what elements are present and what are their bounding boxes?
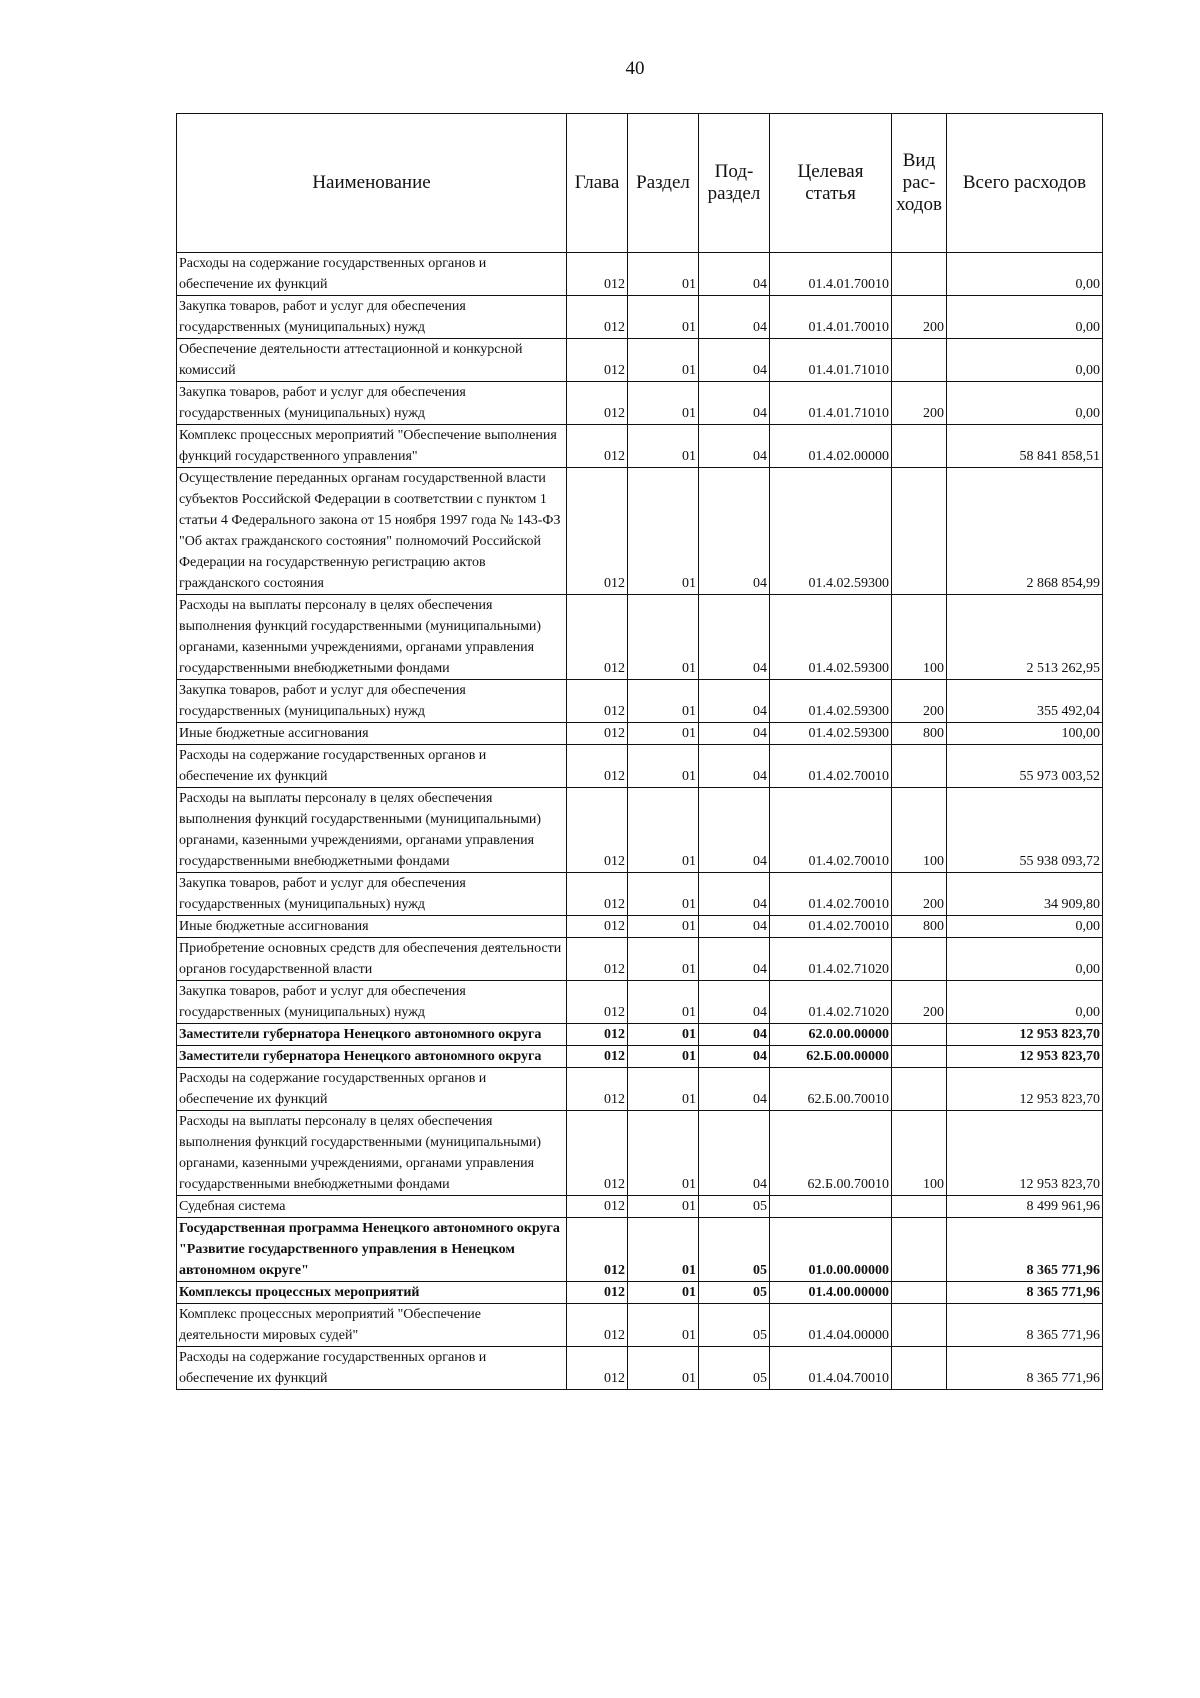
cell-glava: 012	[567, 468, 628, 595]
cell-vsego-rashodov: 2 868 854,99	[947, 468, 1103, 595]
cell-glava: 012	[567, 873, 628, 916]
cell-razdel: 01	[628, 595, 699, 680]
cell-celevaya-statya: 01.4.01.70010	[770, 296, 892, 339]
cell-podrazdel: 04	[699, 916, 770, 938]
cell-glava: 012	[567, 1218, 628, 1282]
cell-vsego-rashodov: 2 513 262,95	[947, 595, 1103, 680]
table-row	[177, 595, 1103, 680]
cell-celevaya-statya: 01.4.02.70010	[770, 873, 892, 916]
header-name: Наименование	[177, 114, 567, 253]
cell-vsego-rashodov: 12 953 823,70	[947, 1046, 1103, 1068]
cell-podrazdel: 04	[699, 1111, 770, 1196]
table-row	[177, 1111, 1103, 1196]
cell-razdel: 01	[628, 1046, 699, 1068]
cell-podrazdel: 04	[699, 873, 770, 916]
cell-vsego-rashodov: 0,00	[947, 938, 1103, 981]
table-body	[177, 253, 1103, 1390]
table-row	[177, 1282, 1103, 1304]
cell-glava: 012	[567, 382, 628, 425]
cell-celevaya-statya: 01.4.02.70010	[770, 916, 892, 938]
cell-vid-rashodov: 100	[892, 595, 947, 680]
cell-vsego-rashodov: 355 492,04	[947, 680, 1103, 723]
cell-podrazdel: 05	[699, 1196, 770, 1218]
page-number: 40	[625, 58, 645, 79]
cell-podrazdel: 04	[699, 680, 770, 723]
budget-table	[176, 113, 1103, 1390]
table-row	[177, 468, 1103, 595]
cell-name: Закупка товаров, работ и услуг для обеспечения государственных (муниципальных) нужд	[177, 382, 567, 425]
cell-vid-rashodov: 200	[892, 981, 947, 1024]
cell-vsego-rashodov: 0,00	[947, 981, 1103, 1024]
cell-name: Государственная программа Ненецкого автономного округа "Развитие государственного управления в Ненецком автономном округе"	[177, 1218, 567, 1282]
cell-podrazdel: 04	[699, 425, 770, 468]
cell-celevaya-statya: 62.Б.00.00000	[770, 1046, 892, 1068]
cell-celevaya-statya: 01.4.02.59300	[770, 468, 892, 595]
table-row	[177, 253, 1103, 296]
cell-celevaya-statya: 01.4.01.71010	[770, 382, 892, 425]
cell-celevaya-statya: 62.Б.00.70010	[770, 1111, 892, 1196]
cell-name: Расходы на содержание государственных органов и обеспечение их функций	[177, 1347, 567, 1390]
cell-vid-rashodov	[892, 425, 947, 468]
cell-glava: 012	[567, 1111, 628, 1196]
cell-vid-rashodov	[892, 745, 947, 788]
cell-vid-rashodov: 200	[892, 680, 947, 723]
cell-glava: 012	[567, 1068, 628, 1111]
cell-glava: 012	[567, 296, 628, 339]
cell-vid-rashodov	[892, 938, 947, 981]
cell-name: Комплексы процессных мероприятий	[177, 1282, 567, 1304]
table-row	[177, 1068, 1103, 1111]
cell-vid-rashodov	[892, 1024, 947, 1046]
cell-celevaya-statya: 01.4.04.70010	[770, 1347, 892, 1390]
cell-glava: 012	[567, 745, 628, 788]
table-row	[177, 1046, 1103, 1068]
cell-glava: 012	[567, 1046, 628, 1068]
table-row	[177, 916, 1103, 938]
cell-celevaya-statya	[770, 1196, 892, 1218]
cell-vsego-rashodov: 8 365 771,96	[947, 1218, 1103, 1282]
cell-vid-rashodov: 200	[892, 382, 947, 425]
table-row	[177, 1304, 1103, 1347]
cell-glava: 012	[567, 1347, 628, 1390]
cell-vsego-rashodov: 0,00	[947, 339, 1103, 382]
cell-glava: 012	[567, 1282, 628, 1304]
cell-name: Закупка товаров, работ и услуг для обеспечения государственных (муниципальных) нужд	[177, 296, 567, 339]
cell-vid-rashodov	[892, 253, 947, 296]
cell-vsego-rashodov: 8 365 771,96	[947, 1304, 1103, 1347]
cell-podrazdel: 05	[699, 1347, 770, 1390]
cell-name: Расходы на содержание государственных органов и обеспечение их функций	[177, 253, 567, 296]
cell-name: Закупка товаров, работ и услуг для обеспечения государственных (муниципальных) нужд	[177, 981, 567, 1024]
cell-razdel: 01	[628, 723, 699, 745]
cell-podrazdel: 04	[699, 1046, 770, 1068]
cell-vsego-rashodov: 8 499 961,96	[947, 1196, 1103, 1218]
cell-glava: 012	[567, 339, 628, 382]
cell-glava: 012	[567, 938, 628, 981]
cell-podrazdel: 04	[699, 253, 770, 296]
table-row	[177, 938, 1103, 981]
cell-razdel: 01	[628, 981, 699, 1024]
cell-celevaya-statya: 01.4.02.71020	[770, 981, 892, 1024]
cell-podrazdel: 04	[699, 339, 770, 382]
table-row	[177, 296, 1103, 339]
cell-vid-rashodov	[892, 1347, 947, 1390]
table-row	[177, 339, 1103, 382]
cell-razdel: 01	[628, 425, 699, 468]
cell-name: Расходы на выплаты персоналу в целях обеспечения выполнения функций государственными (муниципальными) органами, казенными учреждениями, органами управления государственными внебюджетными фондами	[177, 595, 567, 680]
cell-celevaya-statya: 01.0.00.00000	[770, 1218, 892, 1282]
table-row	[177, 1218, 1103, 1282]
table-row	[177, 788, 1103, 873]
cell-celevaya-statya: 01.4.00.00000	[770, 1282, 892, 1304]
cell-razdel: 01	[628, 1111, 699, 1196]
cell-celevaya-statya: 01.4.02.70010	[770, 788, 892, 873]
cell-razdel: 01	[628, 1218, 699, 1282]
cell-vsego-rashodov: 55 973 003,52	[947, 745, 1103, 788]
cell-glava: 012	[567, 723, 628, 745]
cell-name: Обеспечение деятельности аттестационной и конкурсной комиссий	[177, 339, 567, 382]
cell-podrazdel: 04	[699, 745, 770, 788]
cell-glava: 012	[567, 1024, 628, 1046]
cell-celevaya-statya: 01.4.02.59300	[770, 680, 892, 723]
cell-vsego-rashodov: 0,00	[947, 382, 1103, 425]
cell-glava: 012	[567, 981, 628, 1024]
cell-podrazdel: 05	[699, 1304, 770, 1347]
cell-celevaya-statya: 01.4.02.59300	[770, 723, 892, 745]
cell-celevaya-statya: 01.4.02.00000	[770, 425, 892, 468]
cell-name: Расходы на содержание государственных органов и обеспечение их функций	[177, 1068, 567, 1111]
table-row	[177, 425, 1103, 468]
cell-razdel: 01	[628, 253, 699, 296]
cell-razdel: 01	[628, 468, 699, 595]
cell-vid-rashodov: 100	[892, 788, 947, 873]
cell-vid-rashodov: 100	[892, 1111, 947, 1196]
cell-glava: 012	[567, 253, 628, 296]
cell-vid-rashodov	[892, 1068, 947, 1111]
cell-vid-rashodov: 800	[892, 723, 947, 745]
cell-name: Расходы на выплаты персоналу в целях обеспечения выполнения функций государственными (муниципальными) органами, казенными учреждениями, органами управления государственными внебюджетными фондами	[177, 788, 567, 873]
cell-glava: 012	[567, 595, 628, 680]
cell-name: Заместители губернатора Ненецкого автономного округа	[177, 1024, 567, 1046]
cell-vsego-rashodov: 0,00	[947, 253, 1103, 296]
header-podrazdel: Под-раздел	[699, 114, 770, 253]
cell-podrazdel: 04	[699, 1024, 770, 1046]
cell-razdel: 01	[628, 382, 699, 425]
cell-name: Заместители губернатора Ненецкого автономного округа	[177, 1046, 567, 1068]
cell-razdel: 01	[628, 745, 699, 788]
cell-vid-rashodov: 200	[892, 873, 947, 916]
cell-razdel: 01	[628, 788, 699, 873]
cell-name: Закупка товаров, работ и услуг для обеспечения государственных (муниципальных) нужд	[177, 873, 567, 916]
header-razdel: Раздел	[628, 114, 699, 253]
header-vsego-rashodov: Всего расходов	[947, 114, 1103, 253]
table-row	[177, 1024, 1103, 1046]
cell-podrazdel: 05	[699, 1218, 770, 1282]
header-vid-rashodov: Вид рас-ходов	[892, 114, 947, 253]
table-row	[177, 1196, 1103, 1218]
cell-razdel: 01	[628, 1068, 699, 1111]
cell-glava: 012	[567, 916, 628, 938]
cell-vsego-rashodov: 12 953 823,70	[947, 1111, 1103, 1196]
cell-glava: 012	[567, 1304, 628, 1347]
cell-celevaya-statya: 62.0.00.00000	[770, 1024, 892, 1046]
table-row	[177, 1347, 1103, 1390]
header-glava: Глава	[567, 114, 628, 253]
cell-vid-rashodov: 200	[892, 296, 947, 339]
cell-podrazdel: 04	[699, 938, 770, 981]
table-row	[177, 382, 1103, 425]
cell-vsego-rashodov: 8 365 771,96	[947, 1347, 1103, 1390]
cell-podrazdel: 04	[699, 723, 770, 745]
cell-razdel: 01	[628, 1282, 699, 1304]
cell-name: Расходы на выплаты персоналу в целях обеспечения выполнения функций государственными (муниципальными) органами, казенными учреждениями, органами управления государственными внебюджетными фондами	[177, 1111, 567, 1196]
cell-glava: 012	[567, 788, 628, 873]
cell-name: Судебная система	[177, 1196, 567, 1218]
cell-vid-rashodov	[892, 339, 947, 382]
cell-celevaya-statya: 01.4.01.70010	[770, 253, 892, 296]
cell-vsego-rashodov: 55 938 093,72	[947, 788, 1103, 873]
cell-podrazdel: 05	[699, 1282, 770, 1304]
cell-vid-rashodov	[892, 1282, 947, 1304]
cell-celevaya-statya: 62.Б.00.70010	[770, 1068, 892, 1111]
cell-podrazdel: 04	[699, 1068, 770, 1111]
cell-razdel: 01	[628, 339, 699, 382]
cell-glava: 012	[567, 1196, 628, 1218]
cell-glava: 012	[567, 425, 628, 468]
cell-glava: 012	[567, 680, 628, 723]
cell-vsego-rashodov: 0,00	[947, 916, 1103, 938]
cell-name: Иные бюджетные ассигнования	[177, 723, 567, 745]
cell-name: Осуществление переданных органам государственной власти субъектов Российской Федерации в соответствии с пунктом 1 статьи 4 Федерального закона от 15 ноября 1997 года № 143-ФЗ "Об актах гражданского состояния" полномочий Российской Федерации на государственную регистрацию актов гражданского состояния	[177, 468, 567, 595]
cell-vsego-rashodov: 8 365 771,96	[947, 1282, 1103, 1304]
cell-celevaya-statya: 01.4.02.71020	[770, 938, 892, 981]
cell-razdel: 01	[628, 1304, 699, 1347]
cell-vsego-rashodov: 100,00	[947, 723, 1103, 745]
cell-name: Иные бюджетные ассигнования	[177, 916, 567, 938]
cell-razdel: 01	[628, 1024, 699, 1046]
cell-celevaya-statya: 01.4.02.70010	[770, 745, 892, 788]
cell-razdel: 01	[628, 1196, 699, 1218]
cell-vid-rashodov	[892, 1218, 947, 1282]
table-row	[177, 873, 1103, 916]
table-row	[177, 981, 1103, 1024]
cell-podrazdel: 04	[699, 468, 770, 595]
cell-podrazdel: 04	[699, 981, 770, 1024]
header-celevaya-statya: Целевая статья	[770, 114, 892, 253]
cell-name: Комплекс процессных мероприятий "Обеспечение деятельности мировых судей"	[177, 1304, 567, 1347]
table-header-row	[177, 114, 1103, 253]
cell-celevaya-statya: 01.4.01.71010	[770, 339, 892, 382]
cell-razdel: 01	[628, 938, 699, 981]
cell-vid-rashodov	[892, 1196, 947, 1218]
cell-podrazdel: 04	[699, 788, 770, 873]
cell-podrazdel: 04	[699, 595, 770, 680]
cell-podrazdel: 04	[699, 382, 770, 425]
cell-razdel: 01	[628, 916, 699, 938]
table-row	[177, 680, 1103, 723]
cell-vid-rashodov	[892, 468, 947, 595]
cell-razdel: 01	[628, 296, 699, 339]
cell-vid-rashodov	[892, 1046, 947, 1068]
table-row	[177, 745, 1103, 788]
cell-name: Комплекс процессных мероприятий "Обеспечение выполнения функций государственного управления"	[177, 425, 567, 468]
cell-vsego-rashodov: 12 953 823,70	[947, 1024, 1103, 1046]
cell-vsego-rashodov: 58 841 858,51	[947, 425, 1103, 468]
cell-podrazdel: 04	[699, 296, 770, 339]
cell-celevaya-statya: 01.4.02.59300	[770, 595, 892, 680]
cell-vsego-rashodov: 12 953 823,70	[947, 1068, 1103, 1111]
cell-razdel: 01	[628, 680, 699, 723]
cell-name: Расходы на содержание государственных органов и обеспечение их функций	[177, 745, 567, 788]
cell-razdel: 01	[628, 1347, 699, 1390]
table-row	[177, 723, 1103, 745]
cell-vid-rashodov: 800	[892, 916, 947, 938]
cell-name: Приобретение основных средств для обеспечения деятельности органов государственной власти	[177, 938, 567, 981]
cell-name: Закупка товаров, работ и услуг для обеспечения государственных (муниципальных) нужд	[177, 680, 567, 723]
cell-razdel: 01	[628, 873, 699, 916]
cell-vid-rashodov	[892, 1304, 947, 1347]
cell-celevaya-statya: 01.4.04.00000	[770, 1304, 892, 1347]
cell-vsego-rashodov: 0,00	[947, 296, 1103, 339]
cell-vsego-rashodov: 34 909,80	[947, 873, 1103, 916]
